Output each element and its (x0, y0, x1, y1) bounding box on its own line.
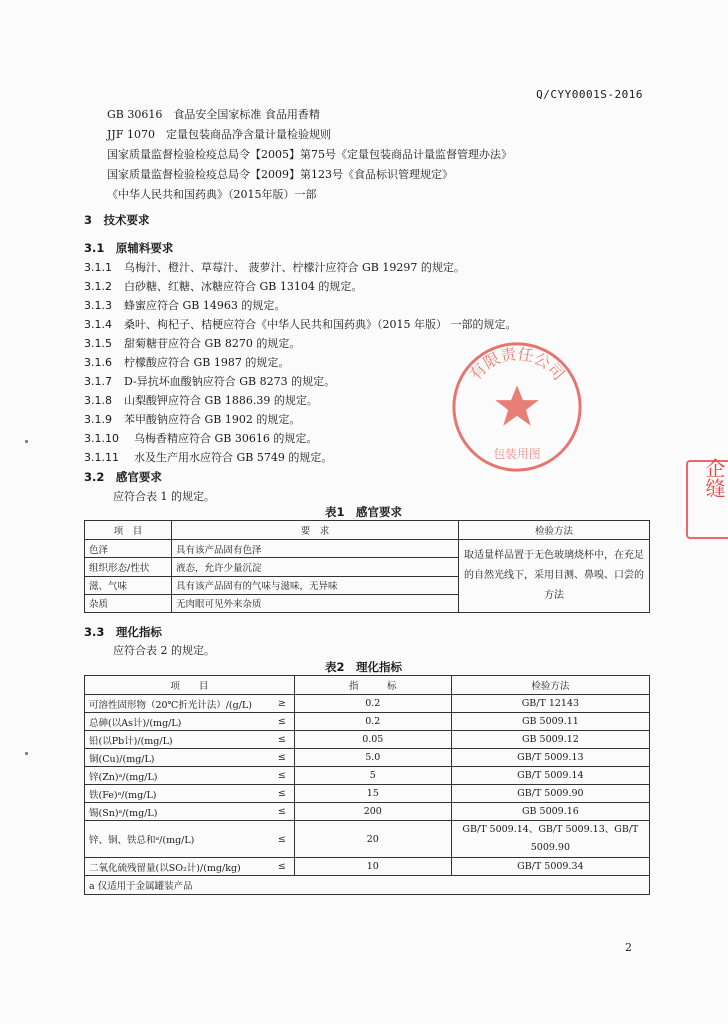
table-cell-symbol: ≤ (270, 749, 294, 767)
table-cell-requirement: 具有该产品固有色泽 (172, 540, 459, 558)
svg-text:有限责任公司 (465, 344, 568, 384)
section-3-2-body: 应符合表 1 的规定。 (113, 490, 215, 503)
table-cell-method: GB 5009.16 (451, 803, 649, 821)
table-cell-item: 组织形态/性状 (85, 558, 172, 576)
table2-title: 表2 理化指标 (325, 660, 403, 674)
requirement-item (84, 449, 332, 465)
table-cell-method: 取适量样品置于无色玻璃烧杯中，在充足的自然光线下，采用目测、鼻嗅、口尝的方法 (459, 540, 650, 613)
table-cell-item: 铜(Cu)/(mg/L) (85, 749, 271, 767)
table-cell-requirement: 具有该产品固有的气味与滋味，无异味 (172, 576, 459, 594)
table-header-cell: 项 目 (85, 676, 295, 695)
edge-seal-text: 企缝 (702, 458, 726, 498)
table-cell-requirement: 无肉眼可见外来杂质 (172, 594, 459, 612)
requirement-text: 桑叶、枸杞子、桔梗应符合《中华人民共和国药典》（2015 年版） 一部的规定。 (124, 318, 517, 331)
requirement-text: 白砂糖、红糖、冰糖应符合 GB 13104 的规定。 (124, 280, 363, 293)
table-cell-item: 铅(以Pb计)/(mg/L) (85, 731, 271, 749)
table-cell-requirement: 液态，允许少量沉淀 (172, 558, 459, 576)
table-cell-method: GB/T 5009.14、GB/T 5009.13、GB/T 5009.90 (451, 821, 649, 858)
requirement-number: 3.1.11 (84, 451, 119, 464)
requirement-text: 蜂蜜应符合 GB 14963 的规定。 (124, 299, 286, 312)
requirement-number: 3.1.4 (84, 318, 112, 331)
seal-bottom-text: 包装用图 (493, 447, 541, 462)
table-cell-method: GB 5009.11 (451, 713, 649, 731)
table-row (85, 731, 650, 749)
requirement-text: 乌梅香精应符合 GB 30616 的规定。 (134, 432, 318, 445)
requirement-text: 山梨酸钾应符合 GB 1886.39 的规定。 (124, 394, 318, 407)
section-3-3-body: 应符合表 2 的规定。 (113, 644, 215, 657)
requirement-number: 3.1.3 (84, 299, 112, 312)
table-cell-value: 15 (294, 785, 451, 803)
table-cell-value: 0.2 (294, 713, 451, 731)
table-cell-value: 0.2 (294, 695, 451, 713)
requirement-number: 3.1.1 (84, 261, 112, 274)
table-cell-method: GB/T 5009.34 (451, 858, 649, 876)
requirement-item (84, 354, 289, 370)
table-cell-item: 总砷(以As计)/(mg/L) (85, 713, 271, 731)
table-row (85, 540, 650, 558)
table-cell-item: 铁(Fe)ᵃ/(mg/L) (85, 785, 271, 803)
requirement-item (84, 430, 317, 446)
company-seal-icon (448, 338, 586, 476)
table-header-row (85, 676, 650, 695)
table-cell-method: GB/T 12143 (451, 695, 649, 713)
table-row (85, 695, 650, 713)
document-code: Q/CYY0001S-2016 (536, 88, 643, 101)
table-header-cell: 指 标 (294, 676, 451, 695)
table-cell-value: 20 (294, 821, 451, 858)
table-header-cell: 检验方法 (459, 521, 650, 540)
table-cell-item: 锡(Sn)ᵃ/(mg/L) (85, 803, 271, 821)
table-row (85, 803, 650, 821)
requirement-item (84, 259, 465, 275)
table-row (85, 821, 650, 858)
requirement-text: 水及生产用水应符合 GB 5749 的规定。 (134, 451, 333, 464)
requirement-number: 3.1.2 (84, 280, 112, 293)
table-cell-symbol: ≤ (270, 785, 294, 803)
requirement-number: 3.1.8 (84, 394, 112, 407)
table-row (85, 785, 650, 803)
table-row (85, 767, 650, 785)
table-cell-symbol: ≤ (270, 858, 294, 876)
requirement-text: D-异抗坏血酸钠应符合 GB 8273 的规定。 (124, 375, 336, 388)
reference-line: GB 30616 食品安全国家标准 食品用香精 (107, 108, 320, 121)
requirement-item (84, 392, 318, 408)
requirement-number: 3.1.7 (84, 375, 112, 388)
table-note: a 仅适用于金属罐装产品 (85, 876, 650, 895)
physicochemical-table (84, 675, 650, 895)
table1-title: 表1 感官要求 (325, 505, 403, 519)
table-cell-value: 5.0 (294, 749, 451, 767)
table-cell-item: 锌(Zn)ᵃ/(mg/L) (85, 767, 271, 785)
table-cell-symbol: ≤ (270, 731, 294, 749)
reference-line: JJF 1070 定量包装商品净含量计量检验规则 (107, 128, 331, 141)
table-row (85, 749, 650, 767)
table-note-row (85, 876, 650, 895)
requirement-text: 柠檬酸应符合 GB 1987 的规定。 (124, 356, 290, 369)
section-3-3-heading: 3.3 理化指标 (84, 625, 162, 639)
section-3-1-heading: 3.1 原辅料要求 (84, 241, 174, 255)
page-number: 2 (625, 941, 632, 954)
table-header-cell: 要 求 (172, 521, 459, 540)
section-3-2-heading: 3.2 感官要求 (84, 470, 162, 484)
table-header-row (85, 521, 650, 540)
requirement-number: 3.1.9 (84, 413, 112, 426)
section-3-heading: 3 技术要求 (84, 213, 150, 227)
table-header-cell: 检验方法 (451, 676, 649, 695)
table-row (85, 858, 650, 876)
requirement-text: 苯甲酸钠应符合 GB 1902 的规定。 (124, 413, 301, 426)
requirement-item (84, 411, 300, 427)
table-cell-value: 10 (294, 858, 451, 876)
table-cell-item: 可溶性固形物（20℃折光计法）/(g/L) (85, 695, 271, 713)
table-cell-method: GB/T 5009.14 (451, 767, 649, 785)
table-cell-item: 滋、气味 (85, 576, 172, 594)
table-cell-item: 锌、铜、铁总和ᵃ/(mg/L) (85, 821, 271, 858)
requirement-item (84, 373, 335, 389)
requirement-number: 3.1.6 (84, 356, 112, 369)
table-cell-method: GB/T 5009.13 (451, 749, 649, 767)
table-cell-symbol: ≤ (270, 713, 294, 731)
requirement-item (84, 278, 362, 294)
requirement-number: 3.1.10 (84, 432, 119, 445)
table-cell-value: 0.05 (294, 731, 451, 749)
requirement-item (84, 297, 285, 313)
table-cell-method: GB 5009.12 (451, 731, 649, 749)
table-cell-value: 200 (294, 803, 451, 821)
sensory-table (84, 520, 650, 613)
reference-line: 《中华人民共和国药典》（2015年版）一部 (107, 188, 317, 201)
requirement-text: 甜菊糖苷应符合 GB 8270 的规定。 (124, 337, 301, 350)
table-cell-symbol: ≤ (270, 803, 294, 821)
table-cell-item: 杂质 (85, 594, 172, 612)
scan-mark (25, 440, 28, 443)
table-cell-symbol: ≤ (270, 821, 294, 858)
table-header-cell: 项 目 (85, 521, 172, 540)
reference-line: 国家质量监督检验检疫总局令【2005】第75号《定量包装商品计量监督管理办法》 (107, 148, 512, 161)
requirement-item (84, 316, 517, 332)
table-cell-symbol: ≤ (270, 767, 294, 785)
scan-mark (25, 752, 28, 755)
seal-text: 有限责任公司 (465, 344, 569, 384)
table-cell-item: 二氧化硫残留量(以SO₂计)/(mg/kg) (85, 858, 271, 876)
requirement-text: 乌梅汁、橙汁、草莓汁、 菠萝汁、柠檬汁应符合 GB 19297 的规定。 (124, 261, 465, 274)
table-row (85, 713, 650, 731)
reference-line: 国家质量监督检验检疫总局令【2009】第123号《食品标识管理规定》 (107, 168, 453, 181)
requirement-number: 3.1.5 (84, 337, 112, 350)
table-cell-method: GB/T 5009.90 (451, 785, 649, 803)
table-cell-symbol: ≥ (270, 695, 294, 713)
table-cell-value: 5 (294, 767, 451, 785)
requirement-item (84, 335, 300, 351)
table-cell-item: 色泽 (85, 540, 172, 558)
